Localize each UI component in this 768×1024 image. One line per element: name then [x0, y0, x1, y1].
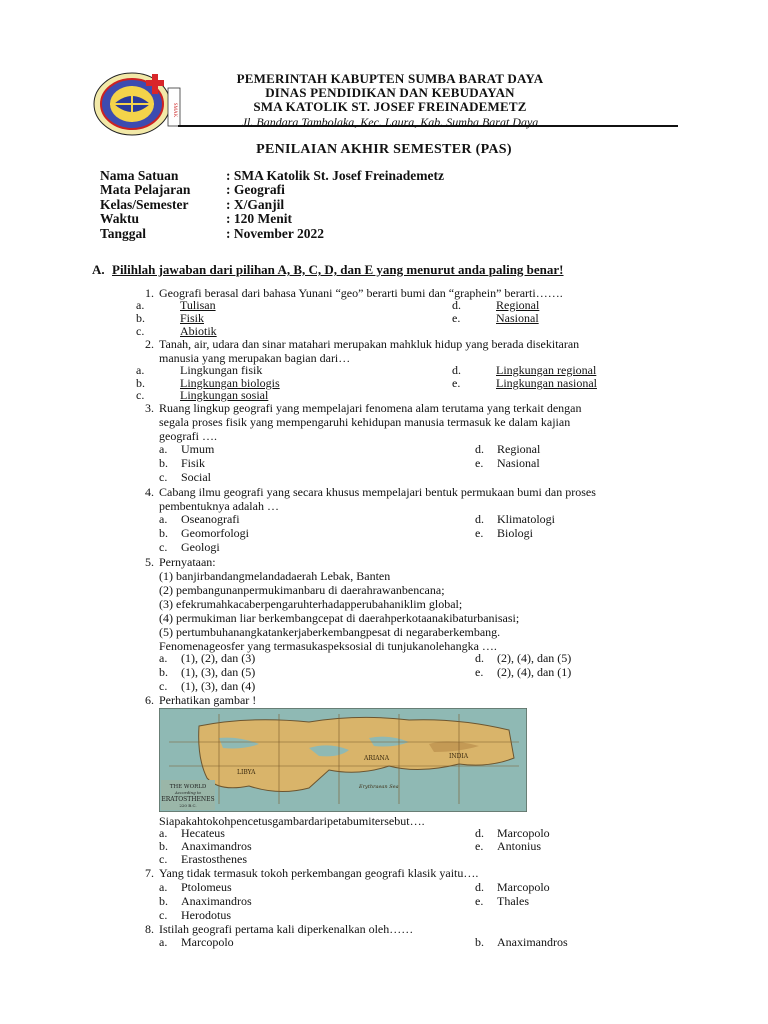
option-text: Ptolomeus	[181, 880, 232, 894]
option-letter: a.	[159, 512, 168, 526]
info-key: Waktu	[100, 211, 140, 227]
option-text: Geologi	[181, 540, 220, 554]
question-text-line: Ruang lingkup geografi yang mempelajari fenomena alam terutama yang terkait dengan	[159, 401, 582, 415]
map-label: Erythraean Sea	[359, 784, 399, 790]
option-text: Lingkungan regional	[496, 363, 597, 377]
option-letter: c.	[136, 388, 145, 402]
info-value: : 120 Menit	[226, 211, 292, 227]
option-letter: c.	[159, 908, 168, 922]
option-letter: d.	[475, 880, 484, 894]
option-letter: c.	[159, 679, 168, 693]
option-text: Antonius	[497, 839, 542, 853]
option-text: Hecateus	[181, 826, 225, 840]
statement-item: (3) efekrumahkacaberpengaruhterhadapperubahaniklim global;	[159, 597, 463, 611]
option-letter: e.	[475, 665, 484, 679]
exam-title: PENILAIAN AKHIR SEMESTER (PAS)	[256, 142, 512, 157]
option-letter: b.	[159, 839, 168, 853]
letterhead	[190, 72, 590, 129]
option-letter: a.	[136, 298, 145, 312]
school-logo	[92, 70, 184, 136]
option-text: Anaximandros	[181, 894, 252, 908]
section-a-instructions	[92, 262, 564, 278]
question-text: Siapakahtokohpencetusgambardaripetabumitersebut….	[159, 814, 425, 828]
option-text: Umum	[181, 442, 215, 456]
option-letter: b.	[136, 311, 145, 325]
option-letter: a.	[159, 442, 168, 456]
question-number: 8.	[145, 922, 154, 936]
option-letter: b.	[159, 456, 168, 470]
letterhead-line-1: PEMERINTAH KABUPTEN SUMBA BARAT DAYA	[236, 71, 544, 86]
option-letter: e.	[452, 311, 461, 325]
option-letter: e.	[475, 839, 484, 853]
statement-item: (4) permukiman liar berkembangcepat di daerahperkotaanakibaturbanisasi;	[159, 611, 520, 625]
option-text: Lingkungan sosial	[180, 388, 269, 402]
option-text: Fisik	[181, 456, 206, 470]
option-text: Oseanografi	[181, 512, 240, 526]
section-letter: A.	[92, 262, 105, 277]
option-text: Nasional	[497, 456, 540, 470]
info-value: : X/Ganjil	[226, 196, 285, 212]
option-letter: a.	[159, 935, 168, 949]
option-text: Lingkungan fisik	[180, 363, 263, 377]
option-text: (2), (4), dan (5)	[497, 651, 572, 665]
statement-item: (5) pertumbuhanangkatankerjaberkembangpesat di negaraberkembang.	[159, 625, 501, 639]
letterhead-line-3: SMA KATOLIK ST. JOSEF FREINADEMETZ	[253, 99, 527, 114]
option-text: Nasional	[496, 311, 539, 325]
info-row	[100, 169, 444, 183]
option-letter: d.	[475, 826, 484, 840]
option-text: Lingkungan nasional	[496, 376, 597, 390]
map-label: INDIA	[449, 753, 469, 760]
map-caption: According to	[175, 790, 201, 795]
option-text: Biologi	[497, 526, 534, 540]
map-caption: THE WORLD	[169, 784, 207, 790]
question-text-line: Cabang ilmu geografi yang secara khusus mempelajari bentuk permukaan bumi dan proses	[159, 485, 596, 499]
option-text: Anaximandros	[497, 935, 568, 949]
question-text-line: Tanah, air, udara dan sinar matahari merupakan mahkluk hidup yang berada disekitaran	[159, 337, 580, 351]
statement-item: (2) pembangunanpermukimanbaru di daerahrawanbencana;	[159, 583, 445, 597]
info-value: : SMA Katolik St. Josef Freinademetz	[226, 168, 444, 183]
map-label: ARIANA	[364, 755, 390, 762]
info-key: Tanggal	[100, 225, 147, 241]
option-text: Herodotus	[181, 908, 231, 922]
question-text-line: manusia yang merupakan bagian dari…	[159, 351, 351, 365]
question-number: 2.	[145, 337, 154, 351]
option-text: Marcopolo	[497, 880, 550, 894]
question-number: 7.	[145, 866, 154, 880]
option-letter: a.	[136, 363, 145, 377]
option-letter: d.	[475, 512, 484, 526]
question-text-line: pembentuknya adalah …	[159, 499, 279, 513]
option-text: (1), (3), dan (4)	[181, 679, 256, 693]
question-number: 5.	[145, 555, 154, 569]
info-key: Kelas/Semester	[100, 196, 189, 212]
option-text: Geomorfologi	[181, 526, 249, 540]
question-text: Geografi berasal dari bahasa Yunani “geo” berarti bumi dan “graphein” berarti…….	[159, 286, 563, 300]
option-text: Abiotik	[180, 324, 217, 338]
letterhead-line-2: DINAS PENDIDIKAN DAN KEBUDAYAN	[265, 85, 515, 100]
question-text: Perhatikan gambar !	[159, 693, 257, 707]
info-row	[100, 212, 444, 226]
question-number: 4.	[145, 485, 154, 499]
info-row	[100, 227, 444, 241]
info-key: Mata Pelajaran	[100, 182, 191, 198]
question-number: 6.	[145, 693, 154, 707]
option-letter: d.	[475, 442, 484, 456]
option-text: Marcopolo	[497, 826, 550, 840]
info-value: : November 2022	[226, 225, 324, 241]
question-number: 3.	[145, 401, 154, 415]
option-letter: a.	[159, 651, 168, 665]
option-letter: a.	[159, 826, 168, 840]
map-caption: ERATOSTHENES	[161, 796, 215, 803]
option-text: Regional	[497, 442, 541, 456]
info-row	[100, 198, 444, 212]
question-text: Istilah geografi pertama kali diperkenalkan oleh……	[159, 922, 414, 936]
statement-item: Fenomenageosfer yang termasukaspeksosial di tunjukanolehangka ….	[159, 639, 497, 653]
info-key: Nama Satuan	[100, 168, 179, 183]
question-text-line: Pernyataan:	[159, 555, 216, 569]
option-text: Anaximandros	[181, 839, 252, 853]
option-letter: b.	[159, 894, 168, 908]
option-letter: c.	[159, 470, 168, 484]
option-text: Lingkungan biologis	[180, 376, 280, 390]
question-text-line: geografi ….	[159, 429, 217, 443]
option-text: Social	[181, 470, 211, 484]
option-text: Thales	[497, 894, 529, 908]
option-text: Marcopolo	[181, 935, 234, 949]
option-letter: b.	[136, 376, 145, 390]
question-number: 1.	[145, 286, 154, 300]
question-text: Yang tidak termasuk tokoh perkembangan geografi klasik yaitu….	[159, 866, 479, 880]
option-text: (2), (4), dan (1)	[497, 665, 572, 679]
exam-info	[100, 169, 444, 241]
eratosthenes-world-map-image	[159, 708, 527, 812]
statement-item: (1) banjirbandangmelandadaerah Lebak, Banten	[159, 569, 391, 583]
option-letter: d.	[452, 363, 461, 377]
option-letter: a.	[159, 880, 168, 894]
option-letter: d.	[475, 651, 484, 665]
letterhead-address: Jl. Bandara Tambolaka, Kec. Laura, Kab. Sumba Barat Daya	[241, 115, 539, 129]
option-letter: c.	[136, 324, 145, 338]
option-text: Erastosthenes	[181, 852, 247, 866]
letterhead-divider	[178, 125, 678, 127]
svg-text:SMAK: SMAK	[172, 102, 177, 118]
question-text	[159, 555, 679, 653]
option-letter: e.	[475, 894, 484, 908]
option-letter: b.	[159, 526, 168, 540]
question-text	[159, 401, 679, 443]
map-label: LIBYA	[237, 769, 256, 776]
map-caption: 220 B.C.	[179, 803, 197, 808]
question-text	[159, 485, 679, 513]
option-letter: e.	[475, 526, 484, 540]
option-text: Klimatologi	[497, 512, 555, 526]
option-text: Regional	[496, 298, 540, 312]
option-text: (1), (3), dan (5)	[181, 665, 256, 679]
option-text: (1), (2), dan (3)	[181, 651, 256, 665]
option-letter: e.	[452, 376, 461, 390]
question-text-line: segala proses fisik yang mempengaruhi kehidupan manusia termasuk ke dalam kajian	[159, 415, 571, 429]
option-letter: d.	[452, 298, 461, 312]
option-letter: c.	[159, 852, 168, 866]
option-letter: b.	[159, 665, 168, 679]
info-row	[100, 183, 444, 197]
option-letter: c.	[159, 540, 168, 554]
info-value: : Geografi	[226, 182, 285, 198]
option-text: Fisik	[180, 311, 205, 325]
question-text	[159, 337, 679, 365]
option-letter: e.	[475, 456, 484, 470]
option-letter: b.	[475, 935, 484, 949]
section-text: Pilihlah jawaban dari pilihan A, B, C, D, dan E yang menurut anda paling benar!	[112, 262, 564, 277]
option-text: Tulisan	[180, 298, 216, 312]
